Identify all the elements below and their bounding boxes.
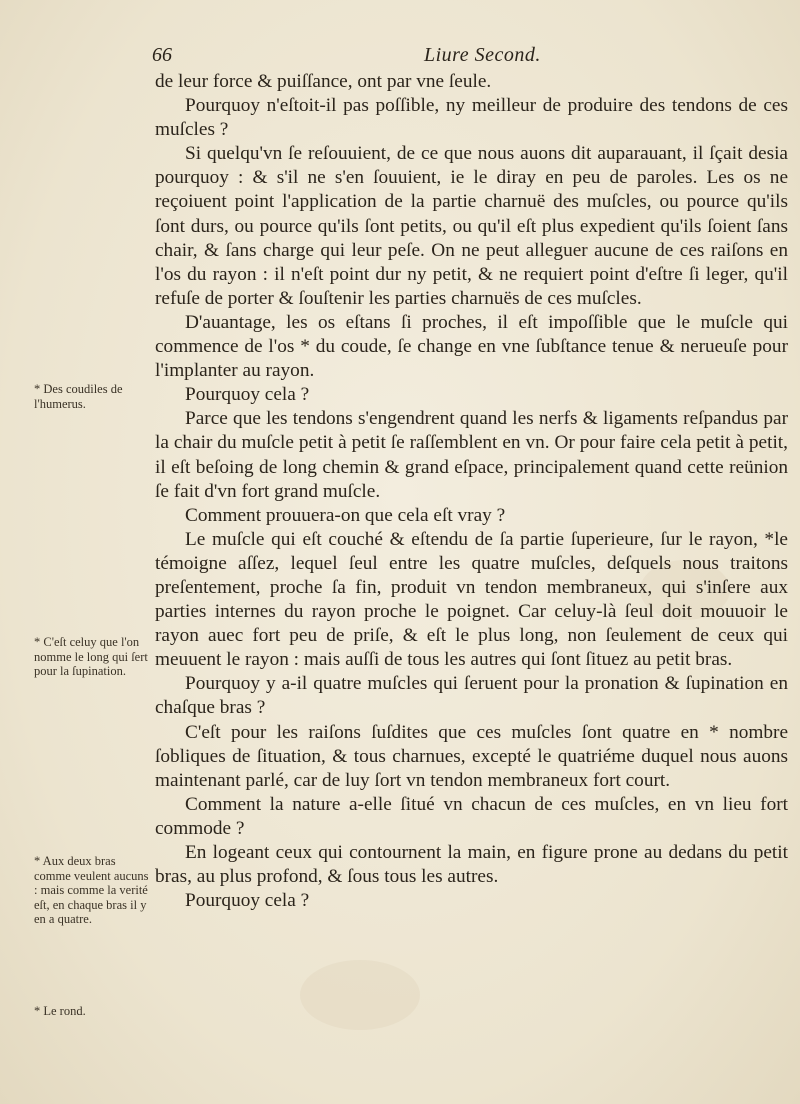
margin-note: * Aux deux bras comme veulent aucuns : mais comme la verité eſt, en chaque bras il y en a quatre. [34, 854, 149, 926]
paragraph: Le muſcle qui eſt couché & eſtendu de ſa partie ſuperieure, ſur le rayon, *le témoigne aſſez, lequel ſeul entre les quatre muſcles, deſquels nous traitons preſentement, proche ſa fin, produit vn tendon membraneux, qui s'inſere aux parties internes du rayon proche le poignet. Car celuy-là ſeul doit mouuoir le rayon auec fort peu de priſe, & eſt le plus long, non ſeulement de ceux qui meuuent le rayon : mais auſſi de tous les autres qui ſont ſituez au petit bras. [155, 528, 788, 671]
page-number: 66 [152, 44, 172, 66]
main-text [155, 70, 788, 913]
margin-note: * Des coudiles de l'humerus. [34, 382, 123, 411]
paragraph: de leur force & puiſſance, ont par vne ſeule. [155, 71, 492, 92]
margin-note: * C'eſt celuy que l'on nomme le long qui ſert pour la ſupination. [34, 635, 148, 678]
paragraph: Comment la nature a-elle ſitué vn chacun de ces muſcles, en vn lieu fort commode ? [155, 793, 788, 839]
paragraph: Pourquoy y a-il quatre muſcles qui ſeruent pour la pronation & ſupination en chaſque bras ? [155, 673, 788, 719]
paragraph: C'eſt pour les raiſons ſuſdites que ces muſcles ſont quatre en * nombre ſobliques de ſituation, & tous charnues, excepté le quatriéme duquel nous auons maintenant parlé, car de luy ſort vn tendon membraneux fort court. [155, 721, 788, 791]
paragraph: Pourquoy n'eſtoit-il pas poſſible, ny meilleur de produire des tendons de ces muſcles ? [155, 95, 788, 141]
page-header [152, 44, 632, 72]
paper-stain [300, 960, 420, 1030]
margin-note: * Le rond. [34, 1004, 86, 1018]
paragraph: D'auantage, les os eſtans ſi proches, il eſt impoſſible que le muſcle qui commence de l'os * du coude, ſe change en vne ſubſtance tenue & nerueuſe pour l'implanter au rayon. [155, 311, 788, 382]
paragraph: Si quelqu'vn ſe reſouuient, de ce que nous auons dit auparauant, il ſçait desia pourquoy : & s'il ne s'en ſouuient, ie le diray en peu de paroles. Les os ne reçoiuent point l'application de la partie charnuë des muſcles, ou pource qu'ils ſont durs, ou pource qu'ils ſont petits, ou qu'il eſt plus expedient qu'ils ſoient ſans chair, & ſans charge qui leur peſe. On ne peut alleguer aucune de ces raiſons en l'os du rayon : il n'eſt point dur ny petit, & ne requiert point d'eſtre ſi leger, qu'il refuſe de porter & ſouſtenir les parties charnuës de ces muſcles. [155, 143, 788, 309]
paragraph: Comment prouuera-on que cela eſt vray ? [185, 504, 506, 526]
paragraph: Pourquoy cela ? [185, 384, 310, 406]
paragraph: Parce que les tendons s'engendrent quand les nerfs & ligaments reſpandus par la chair du muſcle petit à petit ſe raſſemblent en vn. Or pour faire cela petit à petit, il eſt beſoing de long chemin & grand eſpace, principalement quand cette reünion ſe fait d'vn fort grand muſcle. [155, 408, 788, 502]
running-title: Liure Second. [424, 44, 541, 66]
paragraph: En logeant ceux qui contournent la main, en figure prone au dedans du petit bras, au plus profond, & ſous tous les autres. [155, 842, 788, 888]
paragraph: Pourquoy cela ? [185, 890, 310, 912]
